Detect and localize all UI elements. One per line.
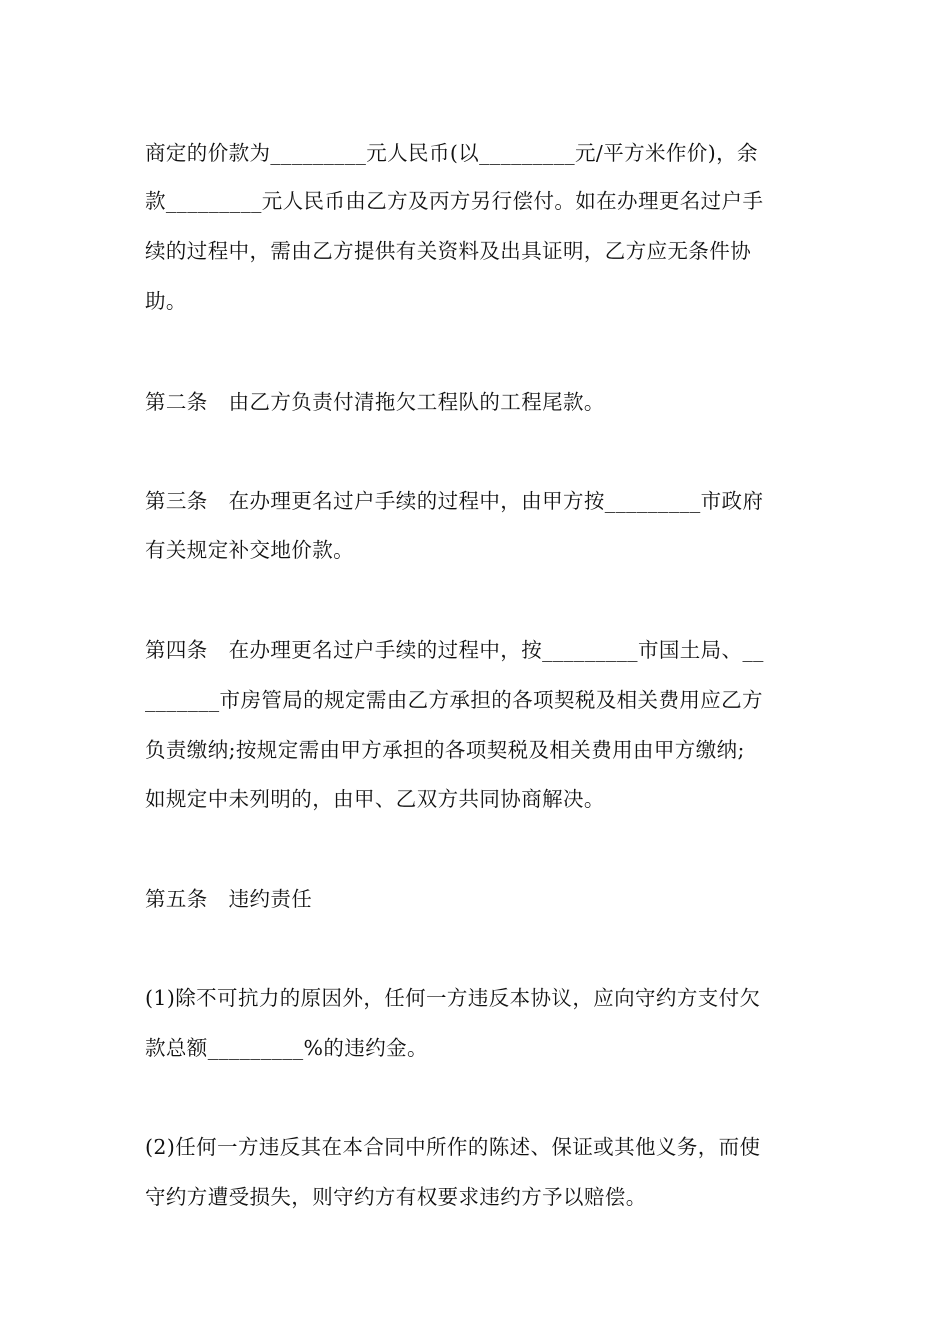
paragraph-price-line-3: 续的过程中，需由乙方提供有关资料及出具证明，乙方应无条件协 xyxy=(145,239,752,263)
paragraph-price-line-1: 商定的价款为_________元人民币(以_________元/平方米作价)，余 xyxy=(145,141,758,165)
article-3-line-1: 第三条 在办理更名过户手续的过程中，由甲方按_________市政府 xyxy=(145,489,764,513)
article-3-line-2: 有关规定补交地价款。 xyxy=(145,538,354,562)
article-5-heading: 第五条 违约责任 xyxy=(145,887,313,911)
clause-5-2-line-1: (2)任何一方违反其在本合同中所作的陈述、保证或其他义务，而使 xyxy=(145,1135,761,1159)
paragraph-price-line-2: 款_________元人民币由乙方及丙方另行偿付。如在办理更名过户手 xyxy=(145,189,764,213)
article-4-line-1: 第四条 在办理更名过户手续的过程中，按_________市国土局、__ xyxy=(145,638,764,662)
clause-5-2-line-2: 守约方遭受损失，则守约方有权要求违约方予以赔偿。 xyxy=(145,1185,647,1209)
paragraph-price-line-4: 助。 xyxy=(145,289,187,313)
article-2-line-1: 第二条 由乙方负责付清拖欠工程队的工程尾款。 xyxy=(145,390,605,414)
article-4-line-2: _______市房管局的规定需由乙方承担的各项契税及相关费用应乙方 xyxy=(145,688,763,712)
clause-5-1-line-1: (1)除不可抗力的原因外，任何一方违反本协议，应向守约方支付欠 xyxy=(145,986,761,1010)
clause-5-1-line-2: 款总额_________%的违约金。 xyxy=(145,1036,428,1060)
article-4-line-4: 如规定中未列明的，由甲、乙双方共同协商解决。 xyxy=(145,787,605,811)
article-4-line-3: 负责缴纳;按规定需由甲方承担的各项契税及相关费用由甲方缴纳; xyxy=(145,738,745,762)
